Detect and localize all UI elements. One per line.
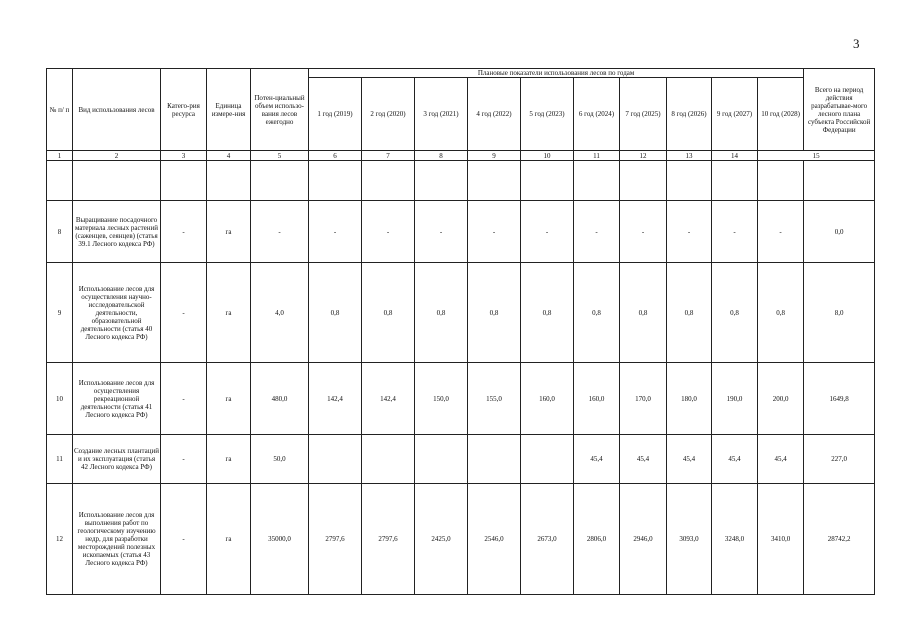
row-year-value: 0,8 <box>521 263 574 363</box>
row-year-value: - <box>620 201 667 263</box>
row-use-type: Создание лесных плантаций и их эксплуатация (статья 42 Лесного кодекса РФ) <box>73 435 161 484</box>
header-year: 9 год (2027) <box>712 78 758 151</box>
row-year-value <box>468 435 521 484</box>
row-use-type: Использование лесов для выполнения работ по геологическому изучению недр, для разработки месторождений полезных ископаемых (статья 43 Лесного кодекса РФ) <box>73 484 161 595</box>
header-year: 3 год (2021) <box>415 78 468 151</box>
column-number: 12 <box>620 151 667 161</box>
row-year-value: 2425,0 <box>415 484 468 595</box>
row-year-value: 142,4 <box>362 363 415 435</box>
row-year-value: 2806,0 <box>574 484 620 595</box>
row-year-value: 2797,6 <box>362 484 415 595</box>
row-year-value: 3410,0 <box>758 484 804 595</box>
column-number: 13 <box>667 151 712 161</box>
row-total: 1649,8 <box>804 363 875 435</box>
row-number: 12 <box>47 484 73 595</box>
forest-use-table <box>46 68 875 595</box>
column-number: 4 <box>207 151 251 161</box>
row-year-value: 190,0 <box>712 363 758 435</box>
page-number: 3 <box>853 36 860 51</box>
header-year: 6 год (2024) <box>574 78 620 151</box>
row-unit: га <box>207 484 251 595</box>
column-number: 2 <box>73 151 161 161</box>
row-year-value: 0,8 <box>712 263 758 363</box>
row-potential: 50,0 <box>251 435 309 484</box>
row-number: 10 <box>47 363 73 435</box>
row-potential: - <box>251 201 309 263</box>
row-category: - <box>161 484 207 595</box>
row-potential: 480,0 <box>251 363 309 435</box>
header-year: 8 год (2026) <box>667 78 712 151</box>
header-type: Вид использования лесов <box>73 69 161 151</box>
header-category: Катего-рия ресурса <box>161 69 207 151</box>
row-year-value: 0,8 <box>415 263 468 363</box>
row-year-value: - <box>758 201 804 263</box>
row-year-value: 45,4 <box>620 435 667 484</box>
row-year-value: 170,0 <box>620 363 667 435</box>
row-year-value: - <box>667 201 712 263</box>
row-year-value: 160,0 <box>521 363 574 435</box>
row-use-type: Использование лесов для осуществления научно-исследовательской деятельности, образовательной деятельности (статья 40 Лесного кодекса РФ) <box>73 263 161 363</box>
header-num: № п/ п <box>47 69 73 151</box>
table-row <box>47 435 875 484</box>
row-year-value: 0,8 <box>667 263 712 363</box>
row-total: 227,0 <box>804 435 875 484</box>
row-year-value: - <box>362 201 415 263</box>
row-year-value: - <box>574 201 620 263</box>
row-year-value: 2546,0 <box>468 484 521 595</box>
header-year: 10 год (2028) <box>758 78 804 151</box>
header-planned: Плановые показатели использования лесов по годам <box>309 69 804 78</box>
row-year-value: 160,0 <box>574 363 620 435</box>
header-year: 2 год (2020) <box>362 78 415 151</box>
row-category: - <box>161 263 207 363</box>
row-potential: 35000,0 <box>251 484 309 595</box>
column-number: 15 <box>758 151 875 161</box>
header-year: 1 год (2019) <box>309 78 362 151</box>
column-number: 1 <box>47 151 73 161</box>
row-year-value: 0,8 <box>309 263 362 363</box>
table-row <box>47 363 875 435</box>
row-year-value: 0,8 <box>758 263 804 363</box>
column-number: 7 <box>362 151 415 161</box>
row-unit: га <box>207 363 251 435</box>
row-year-value: 142,4 <box>309 363 362 435</box>
column-number: 9 <box>468 151 521 161</box>
row-year-value: - <box>468 201 521 263</box>
row-year-value: 150,0 <box>415 363 468 435</box>
row-total: 0,0 <box>804 201 875 263</box>
row-year-value: 45,4 <box>667 435 712 484</box>
row-year-value <box>415 435 468 484</box>
header-year: 7 год (2025) <box>620 78 667 151</box>
row-year-value: 0,8 <box>362 263 415 363</box>
row-year-value: 180,0 <box>667 363 712 435</box>
row-year-value: 2946,0 <box>620 484 667 595</box>
row-potential: 4,0 <box>251 263 309 363</box>
header-total: Всего на период действия разрабатывае-мого лесного плана субъекта Российской Федерации <box>804 69 875 151</box>
column-number: 6 <box>309 151 362 161</box>
row-year-value: 3093,0 <box>667 484 712 595</box>
row-year-value: 0,8 <box>468 263 521 363</box>
row-number: 9 <box>47 263 73 363</box>
blank-row <box>47 161 875 201</box>
row-year-value: - <box>521 201 574 263</box>
row-year-value: 45,4 <box>574 435 620 484</box>
row-year-value: - <box>309 201 362 263</box>
row-year-value <box>362 435 415 484</box>
row-unit: га <box>207 201 251 263</box>
row-unit: га <box>207 435 251 484</box>
row-year-value: 3248,0 <box>712 484 758 595</box>
row-year-value: 200,0 <box>758 363 804 435</box>
header-year: 5 год (2023) <box>521 78 574 151</box>
row-year-value: 2797,6 <box>309 484 362 595</box>
column-number-row <box>47 151 875 161</box>
row-use-type: Выращивание посадочного материала лесных растений (саженцев, сеянцев) (статья 39.1 Лесного кодекса РФ) <box>73 201 161 263</box>
table-row <box>47 263 875 363</box>
row-year-value: 0,8 <box>574 263 620 363</box>
table-row <box>47 484 875 595</box>
row-use-type: Использование лесов для осуществления рекреационной деятельности (статья 41 Лесного кодекса РФ) <box>73 363 161 435</box>
row-year-value: 45,4 <box>712 435 758 484</box>
row-year-value <box>521 435 574 484</box>
row-category: - <box>161 435 207 484</box>
column-number: 14 <box>712 151 758 161</box>
row-unit: га <box>207 263 251 363</box>
header-year: 4 год (2022) <box>468 78 521 151</box>
row-year-value: 155,0 <box>468 363 521 435</box>
column-number: 3 <box>161 151 207 161</box>
row-total: 28742,2 <box>804 484 875 595</box>
header-unit: Единица измере-ния <box>207 69 251 151</box>
row-category: - <box>161 201 207 263</box>
row-year-value: - <box>415 201 468 263</box>
row-category: - <box>161 363 207 435</box>
row-total: 8,0 <box>804 263 875 363</box>
row-number: 8 <box>47 201 73 263</box>
column-number: 8 <box>415 151 468 161</box>
row-year-value: - <box>712 201 758 263</box>
row-year-value: 2673,0 <box>521 484 574 595</box>
row-year-value: 45,4 <box>758 435 804 484</box>
row-year-value <box>309 435 362 484</box>
column-number: 11 <box>574 151 620 161</box>
header-row-top <box>47 69 875 78</box>
column-number: 10 <box>521 151 574 161</box>
column-number: 5 <box>251 151 309 161</box>
table-row <box>47 201 875 263</box>
row-number: 11 <box>47 435 73 484</box>
header-potential: Потен-циальный объем использо-вания лесов ежегодно <box>251 69 309 151</box>
row-year-value: 0,8 <box>620 263 667 363</box>
